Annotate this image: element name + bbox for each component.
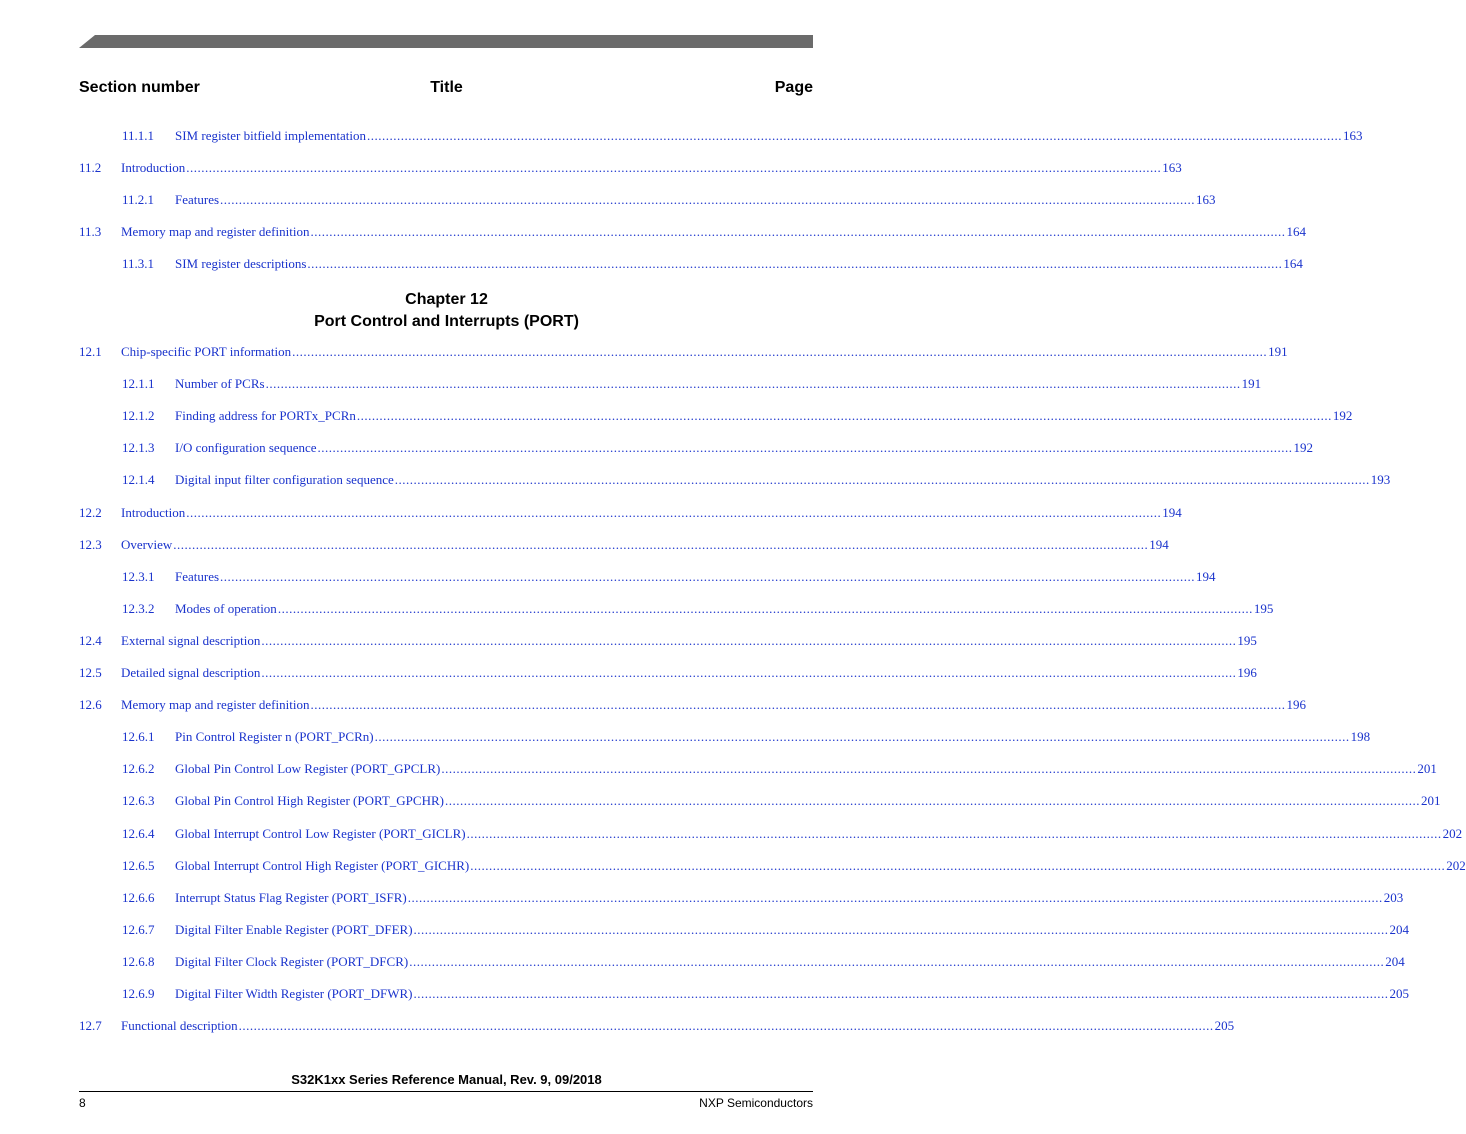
toc-entry-11-2-1[interactable] bbox=[122, 192, 1216, 210]
toc-entry-body bbox=[121, 697, 1306, 713]
toc-entry-page: 196 bbox=[1237, 665, 1257, 680]
toc-entry-title: SIM register bitfield implementation bbox=[175, 128, 366, 143]
toc-entry-11-3-1[interactable] bbox=[122, 256, 1303, 274]
toc-entry-12-6-7[interactable] bbox=[122, 921, 1410, 940]
toc-dot-leader: .................................................................................................................................................................................................................................................................... bbox=[310, 224, 1286, 240]
toc-entry-title: Chip-specific PORT information bbox=[121, 344, 292, 359]
toc-entry-page: 163 bbox=[1343, 128, 1363, 143]
toc-entry-body bbox=[175, 472, 1391, 488]
toc-entry-12-1-3[interactable] bbox=[122, 440, 1314, 458]
toc-entry-title: Pin Control Register n (PORT_PCRn) bbox=[175, 729, 374, 745]
toc-entry-11-2[interactable] bbox=[79, 160, 1182, 178]
toc-entry-12-1-2[interactable] bbox=[122, 408, 1353, 426]
toc-entry-number: 12.1 bbox=[79, 344, 102, 359]
toc-entry-number: 12.6.7 bbox=[122, 921, 155, 937]
toc-entry-number: 12.6.1 bbox=[122, 729, 155, 745]
toc-entry-number: 11.3.1 bbox=[122, 256, 155, 272]
toc-entry-body bbox=[175, 192, 1216, 208]
footer-page-number: 8 bbox=[79, 1096, 86, 1110]
toc-dot-leader: .................................................................................................................................................................................................................................................................... bbox=[470, 857, 1446, 873]
toc-entry-number: 12.5 bbox=[79, 665, 102, 680]
toc-entry-title: Digital Filter Width Register (PORT_DFWR) bbox=[175, 986, 413, 1001]
chapter-title: Port Control and Interrupts (PORT) bbox=[314, 313, 579, 330]
toc-entry-title: Memory map and register definition bbox=[121, 224, 310, 240]
toc-entry-number: 11.1.1 bbox=[122, 128, 155, 143]
toc-entry-title: Global Pin Control High Register (PORT_GPCHR) bbox=[175, 793, 444, 809]
toc-entry-body bbox=[121, 632, 1257, 649]
toc-entry-page: 201 bbox=[1420, 793, 1441, 809]
toc-entry-page: 203 bbox=[1383, 889, 1404, 905]
toc-entry-number: 12.4 bbox=[79, 632, 102, 648]
toc-entry-page: 163 bbox=[1162, 160, 1182, 176]
toc-entry-12-6-2[interactable] bbox=[122, 761, 1437, 779]
toc-entry-page: 191 bbox=[1268, 344, 1288, 359]
toc-entry-title: Overview bbox=[121, 536, 173, 552]
toc-entry-12-5[interactable] bbox=[79, 665, 1257, 683]
toc-dot-leader: .................................................................................................................................................................................................................................................................... bbox=[466, 825, 1442, 841]
toc-dot-leader: .................................................................................................................................................................................................................................................................... bbox=[265, 376, 1241, 392]
toc-entry-number: 12.1.4 bbox=[122, 472, 155, 488]
toc-entry-12-1-4[interactable] bbox=[122, 472, 1391, 490]
toc-entry-number: 12.7 bbox=[79, 1018, 102, 1034]
toc-entry-number: 12.6.9 bbox=[122, 986, 155, 1001]
toc-entry-page: 195 bbox=[1253, 600, 1274, 616]
toc-entry-12-2[interactable] bbox=[79, 504, 1182, 523]
toc-dot-leader: .................................................................................................................................................................................................................................................................... bbox=[317, 440, 1293, 456]
toc-dot-leader: .................................................................................................................................................................................................................................................................... bbox=[409, 953, 1385, 969]
toc-entry-body bbox=[175, 793, 1441, 809]
toc-entry-title: Digital input filter configuration sequence bbox=[175, 472, 394, 488]
toc-entry-page: 164 bbox=[1286, 224, 1306, 240]
section-number-header: Section number bbox=[79, 79, 200, 96]
toc-entry-title: Modes of operation bbox=[175, 600, 277, 616]
toc-entry-page: 202 bbox=[1446, 857, 1466, 873]
toc-dot-leader: .................................................................................................................................................................................................................................................................... bbox=[173, 536, 1149, 552]
toc-entry-title: Detailed signal description bbox=[121, 665, 261, 680]
toc-entry-page: 196 bbox=[1286, 697, 1306, 713]
toc-entry-page: 193 bbox=[1370, 472, 1391, 488]
toc-entry-body bbox=[175, 953, 1405, 970]
toc-entry-body bbox=[175, 408, 1353, 424]
toc-entry-title: Introduction bbox=[121, 160, 186, 176]
toc-entry-title: Features bbox=[175, 568, 220, 584]
toc-entry-body bbox=[121, 1018, 1235, 1034]
toc-entry-body bbox=[121, 224, 1306, 240]
toc-entry-title: Global Interrupt Control High Register (PORT_GICHR) bbox=[175, 857, 470, 873]
toc-dot-leader: .................................................................................................................................................................................................................................................................... bbox=[220, 568, 1196, 584]
toc-entry-page: 204 bbox=[1389, 921, 1410, 937]
toc-entry-title: Functional description bbox=[121, 1018, 238, 1034]
toc-entry-title: Global Pin Control Low Register (PORT_GPCLR) bbox=[175, 761, 441, 777]
toc-entry-title: Digital Filter Clock Register (PORT_DFCR) bbox=[175, 953, 409, 969]
toc-entry-title: Features bbox=[175, 192, 220, 208]
toc-entry-number: 12.6 bbox=[79, 697, 102, 713]
toc-entry-page: 164 bbox=[1283, 256, 1303, 272]
toc-dot-leader: .................................................................................................................................................................................................................................................................... bbox=[413, 986, 1389, 1001]
toc-entry-title: SIM register descriptions bbox=[175, 256, 307, 272]
toc-entry-title: Global Interrupt Control Low Register (PORT_GICLR) bbox=[175, 825, 466, 841]
toc-entry-title: Digital Filter Enable Register (PORT_DFER) bbox=[175, 921, 413, 937]
toc-entry-body bbox=[121, 536, 1169, 553]
footer-manual-title: S32K1xx Series Reference Manual, Rev. 9, 09/2018 bbox=[291, 1072, 602, 1087]
toc-entry-number: 12.6.4 bbox=[122, 825, 155, 841]
toc-entry-number: 12.1.1 bbox=[122, 376, 155, 392]
chapter-number: Chapter 12 bbox=[405, 291, 488, 308]
toc-dot-leader: .................................................................................................................................................................................................................................................................... bbox=[367, 128, 1342, 143]
toc-entry-12-3[interactable] bbox=[79, 536, 1169, 555]
toc-dot-leader: .................................................................................................................................................................................................................................................................... bbox=[444, 793, 1420, 809]
toc-entry-page: 201 bbox=[1417, 761, 1437, 777]
title-header: Title bbox=[430, 79, 463, 96]
toc-entry-body bbox=[121, 344, 1288, 360]
toc-dot-leader: .................................................................................................................................................................................................................................................................... bbox=[407, 889, 1383, 905]
toc-entry-body bbox=[121, 504, 1182, 521]
toc-entry-body bbox=[175, 889, 1404, 906]
toc-entry-body bbox=[175, 825, 1463, 842]
toc-entry-12-6-3[interactable] bbox=[122, 793, 1441, 811]
toc-entry-12-7[interactable] bbox=[79, 1018, 1235, 1036]
toc-entry-number: 12.6.2 bbox=[122, 761, 155, 777]
toc-entry-page: 205 bbox=[1214, 1018, 1235, 1034]
toc-entry-number: 12.3.1 bbox=[122, 568, 155, 584]
toc-entry-page: 198 bbox=[1350, 729, 1371, 745]
toc-entry-title: Memory map and register definition bbox=[121, 697, 310, 713]
toc-entry-title: Introduction bbox=[121, 504, 186, 520]
toc-dot-leader: .................................................................................................................................................................................................................................................................... bbox=[238, 1018, 1214, 1034]
toc-entry-12-6-8[interactable] bbox=[122, 953, 1405, 972]
toc-entry-body bbox=[175, 921, 1410, 938]
toc-entry-body bbox=[175, 128, 1363, 144]
toc-entry-12-3-1[interactable] bbox=[122, 568, 1216, 587]
toc-entry-title: Number of PCRs bbox=[175, 376, 265, 392]
toc-entry-number: 12.2 bbox=[79, 504, 102, 520]
toc-entry-page: 194 bbox=[1196, 568, 1216, 584]
toc-entry-body bbox=[175, 600, 1274, 617]
toc-entry-number: 12.6.8 bbox=[122, 953, 155, 969]
toc-entry-page: 195 bbox=[1237, 632, 1257, 648]
toc-entry-12-1-1[interactable] bbox=[122, 376, 1262, 394]
toc-entry-page: 192 bbox=[1293, 440, 1314, 456]
toc-entry-12-6-9[interactable] bbox=[122, 986, 1409, 1004]
toc-entry-number: 11.3 bbox=[79, 224, 102, 240]
toc-entry-number: 12.3.2 bbox=[122, 600, 155, 616]
footer-company: NXP Semiconductors bbox=[699, 1096, 813, 1110]
toc-entry-page: 205 bbox=[1389, 986, 1409, 1001]
toc-entry-body bbox=[175, 376, 1262, 392]
toc-dot-leader: .................................................................................................................................................................................................................................................................... bbox=[277, 600, 1253, 616]
toc-entry-number: 12.1.2 bbox=[122, 408, 155, 424]
toc-dot-leader: .................................................................................................................................................................................................................................................................... bbox=[394, 472, 1370, 488]
toc-entry-page: 191 bbox=[1241, 376, 1262, 392]
toc-dot-leader: .................................................................................................................................................................................................................................................................... bbox=[220, 192, 1196, 208]
toc-dot-leader: .................................................................................................................................................................................................................................................................... bbox=[310, 697, 1286, 713]
toc-entry-number: 12.6.5 bbox=[122, 857, 155, 873]
toc-entry-12-6[interactable] bbox=[79, 697, 1306, 715]
toc-dot-leader: .................................................................................................................................................................................................................................................................... bbox=[441, 761, 1417, 777]
toc-entry-body bbox=[175, 440, 1314, 456]
toc-entry-number: 11.2 bbox=[79, 160, 102, 176]
toc-entry-11-3[interactable] bbox=[79, 224, 1306, 242]
toc-entry-page: 194 bbox=[1162, 504, 1182, 520]
toc-entry-body bbox=[121, 665, 1257, 681]
toc-entry-title: I/O configuration sequence bbox=[175, 440, 317, 456]
toc-entry-12-6-6[interactable] bbox=[122, 889, 1404, 908]
toc-dot-leader: .................................................................................................................................................................................................................................................................... bbox=[413, 921, 1389, 937]
toc-entry-11-1-1[interactable] bbox=[122, 128, 1363, 146]
toc-entry-number: 12.6.6 bbox=[122, 889, 155, 905]
toc-dot-leader: .................................................................................................................................................................................................................................................................... bbox=[261, 632, 1237, 648]
toc-entry-page: 163 bbox=[1196, 192, 1216, 208]
page-header: Page bbox=[774, 79, 813, 96]
toc-entry-page: 204 bbox=[1385, 953, 1405, 969]
toc-dot-leader: .................................................................................................................................................................................................................................................................... bbox=[292, 344, 1268, 359]
toc-entry-body bbox=[175, 568, 1216, 585]
toc-entry-page: 202 bbox=[1442, 825, 1463, 841]
toc-dot-leader: .................................................................................................................................................................................................................................................................... bbox=[374, 729, 1350, 745]
toc-entry-page: 192 bbox=[1332, 408, 1353, 424]
toc-entry-body bbox=[175, 729, 1371, 745]
toc-entry-body bbox=[175, 256, 1303, 272]
toc-entry-title: External signal description bbox=[121, 632, 261, 648]
toc-entry-12-6-5[interactable] bbox=[122, 857, 1466, 876]
toc-dot-leader: .................................................................................................................................................................................................................................................................... bbox=[261, 665, 1237, 680]
toc-entry-12-6-1[interactable] bbox=[122, 729, 1371, 747]
toc-entry-body bbox=[175, 857, 1466, 874]
toc-entry-12-6-4[interactable] bbox=[122, 825, 1463, 844]
toc-entry-number: 12.3 bbox=[79, 536, 102, 552]
toc-entry-title: Interrupt Status Flag Register (PORT_ISFR) bbox=[175, 889, 407, 905]
toc-entry-title: Finding address for PORTx_PCRn bbox=[175, 408, 356, 424]
toc-entry-12-1[interactable] bbox=[79, 344, 1288, 362]
toc-entry-12-4[interactable] bbox=[79, 632, 1257, 651]
toc-entry-page: 194 bbox=[1149, 536, 1169, 552]
toc-dot-leader: .................................................................................................................................................................................................................................................................... bbox=[307, 256, 1283, 272]
toc-dot-leader: .................................................................................................................................................................................................................................................................... bbox=[186, 160, 1162, 176]
toc-entry-body bbox=[121, 160, 1182, 176]
toc-entry-body bbox=[175, 986, 1409, 1002]
toc-entry-12-3-2[interactable] bbox=[122, 600, 1274, 619]
toc-entry-number: 12.6.3 bbox=[122, 793, 155, 809]
toc-dot-leader: .................................................................................................................................................................................................................................................................... bbox=[186, 504, 1162, 520]
footer-divider bbox=[79, 1091, 813, 1092]
toc-entry-number: 11.2.1 bbox=[122, 192, 155, 208]
toc-dot-leader: .................................................................................................................................................................................................................................................................... bbox=[356, 408, 1332, 424]
toc-entry-number: 12.1.3 bbox=[122, 440, 155, 456]
toc-entry-body bbox=[175, 761, 1437, 777]
